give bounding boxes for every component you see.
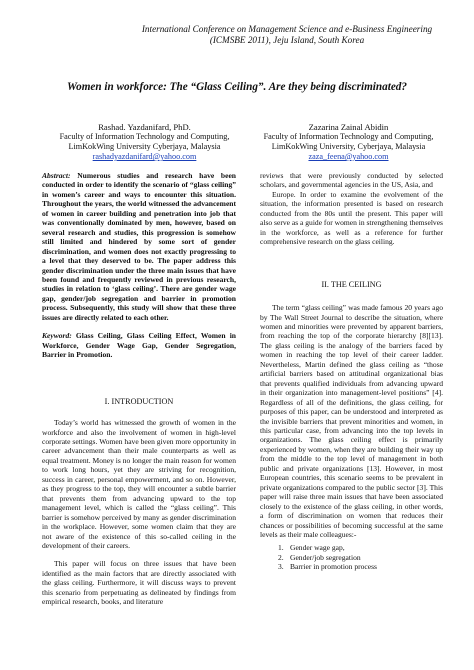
abstract — [42, 171, 236, 322]
author-affiliation: Faculty of Information Technology and Computing, — [263, 132, 434, 141]
issues-list — [260, 543, 443, 571]
conference-name: International Conference on Management Science and e-Business Engineering — [141, 24, 433, 34]
author-email-link[interactable]: rashadyazdanifard@yahoo.com — [92, 152, 197, 161]
section-heading-ceiling: II. THE CEILING — [321, 279, 382, 289]
author-name: Zazarina Zainal Abidin — [308, 122, 389, 132]
author-university: LimKokWing University Cyberjaya, Malaysia — [68, 142, 221, 151]
right-column — [260, 171, 443, 572]
keywords-text: Glass Ceiling, Glass Ceiling Effect, Women in Workforce, Gender Wage Gap, Gender Segregation, Barrier in Promotion. — [42, 331, 236, 360]
section-heading-introduction: I. INTRODUCTION — [104, 396, 174, 406]
keywords — [42, 331, 236, 359]
author-affiliation: Faculty of Information Technology and Computing, — [59, 132, 230, 141]
paper-title: Women in workforce: The “Glass Ceiling”. Are they being discriminated? — [67, 81, 407, 93]
ceiling-paragraph: The term “glass ceiling” was made famous 20 years ago by The Wall Street Journal to describe the situation, where women and minorities were prevented by apparent barriers, from reaching the top of the corporate hierarchy [8][13]. The glass ceiling is the analogy of the barriers faced by women in reaching the top level of their career ladder. Nevertheless, Martin defined the glass ceiling as “those artificial barriers based on attitudinal organizational bias that prevents qualified individuals from advancing upward in their organization into management-level positions” [4]. Regardless of all of the definitions, the glass ceiling, for purposes of this paper, can be understood and interpreted as the invisible barriers that prevent minorities and women, in this particular case, from advancing into the top levels in organizations. The glass ceiling effect is primarily experienced by women, when they are building their way up from the middle to the top level of management in both public and private organizations [13]. However, in most European countries, this scenario seems to be prevalent in private organizations compared to the public sector [3]. This paper will raise three main issues that have been associated closely to the existence of the glass ceiling, in other words, a form of discrimination on women that reduces their chances or possibilities of becoming successful at the same levels as their male colleagues:- — [260, 303, 443, 539]
abstract-text: Numerous studies and research have been conducted in order to identify the scenario of “glass ceiling” in women’s career and ways to encounter this situation. Throughout the years, the world witnessed the advancement of women in career building and penetration into job that was conventionally dominated by men, however, based on several research and studies, this progression is somehow still limited and hindered by some sort of gender discrimination, and women does not exactly progressing to a level that they deserved to be. The paper address this gender discrimination under the three main issues that have been found and frequently reviewed in previous research, studies in relation to ‘glass ceiling’. There are gender wage gap, gender/job segregation and barrier in promotion process. Subsequently, this study will show that these three issues are directly related to each other. — [42, 171, 236, 322]
list-item: 3. Barrier in promotion process — [278, 562, 377, 572]
intro-paragraph-2: This paper will focus on three issues that have been identified as the main factors that are directly associated with the glass ceiling. Furthermore, it will discuss ways to prevent this scenario from perpetuating as delineated by findings from empirical research, books, and literature — [42, 559, 236, 607]
europe-paragraph: Europe. In order to examine the evolvement of the situation, the information presented is based on research conducted from the 80s until the present. This paper will also serve as a guide for women in strengthening themselves in the workforce, as well as a reference for further comprehensive research on the glass ceiling. — [260, 189, 443, 247]
author-block-1 — [42, 122, 247, 162]
abstract-label: Abstract: — [42, 171, 71, 180]
author-name: Rashad. Yazdanifard, PhD. — [98, 122, 191, 132]
intro-paragraph-1: Today’s world has witnessed the growth of women in the workforce and also the involvement of women in high-level corporate settings. Women have been given more opportunity in career advancement than their male counterparts as well as equal treatment. Money is no longer the main reason for women to work long hours, yet they are striving for recognition, success in career, personal empowerment, and so on. However, as they progress to the top, they will encounter a subtle barrier that prevents them from advancing upward to the top management level, which is called the “glass ceiling”. This barrier is somehow perceived by many as gender discrimination in the workplace. However, some women claim that they are not aware of the existence of this so-called ceiling in the development of their careers. — [42, 418, 236, 550]
keywords-label: Keyword: — [42, 331, 72, 341]
conference-header — [120, 24, 454, 46]
conference-location: (ICMSBE 2011), Jeju Island, South Korea — [209, 35, 365, 45]
continued-paragraph: reviews that were previously conducted by selected scholars, and governmental agencies in the US, Asia, and — [260, 171, 443, 190]
author-block-2 — [246, 122, 451, 162]
left-column — [42, 171, 236, 607]
author-university: LimKokWing University, Cyberjaya, Malaysia — [271, 142, 426, 151]
list-item: 1. Gender wage gap, — [278, 543, 345, 553]
list-item: 2. Gender/job segregation — [278, 552, 361, 562]
author-email-link[interactable]: zaza_feena@yahoo.com — [308, 152, 389, 161]
